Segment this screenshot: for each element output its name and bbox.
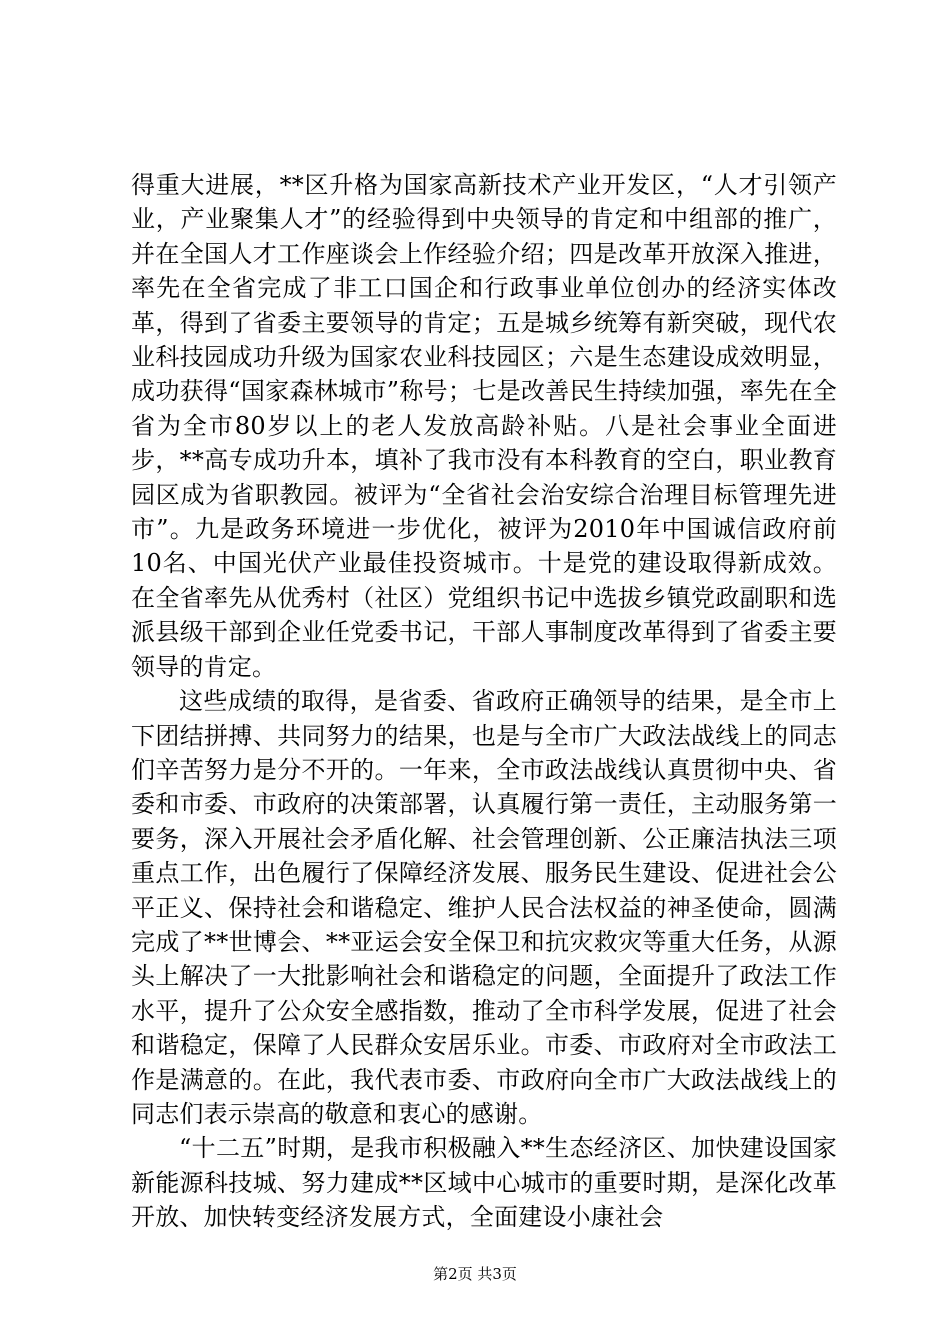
page-footer [0,1264,950,1284]
page-number: 第2页 共3页 [433,1265,517,1283]
document-body [131,168,837,1235]
paragraph-achievements: 得重大进展，**区升格为国家高新技术产业开发区，“人才引领产业，产业聚集人才”的经验得到中央领导的肯定和中组部的推广，并在全国人才工作座谈会上作经验介绍；四是改革开放深入推进，率先在全省完成了非工口国企和行政事业单位创办的经济实体改革，得到了省委主要领导的肯定；五是城乡统筹有新突破，现代农业科技园成功升级为国家农业科技园区；六是生态建设成效明显，成功获得“国家森林城市”称号；七是改善民生持续加强，率先在全省为全市80岁以上的老人发放高龄补贴。八是社会事业全面进步，**高专成功升本，填补了我市没有本科教育的空白，职业教育园区成为省职教园。被评为“全省社会治安综合治理目标管理先进市”。九是政务环境进一步优化，被评为2010年中国诚信政府前10名、中国光伏产业最佳投资城市。十是党的建设取得新成效。在全省率先从优秀村（社区）党组织书记中选拔乡镇党政副职和选派县级干部到企业任党委书记，干部人事制度改革得到了省委主要领导的肯定。 [131,171,837,681]
paragraph-thanks: 这些成绩的取得，是省委、省政府正确领导的结果，是全市上下团结拼搏、共同努力的结果，也是与全市广大政法战线上的同志们辛苦努力是分不开的。一年来，全市政法战线认真贯彻中央、省委和市委、市政府的决策部署，认真履行第一责任，主动服务第一要务，深入开展社会矛盾化解、社会管理创新、公正廉洁执法三项重点工作，出色履行了保障经济发展、服务民生建设、促进社会公平正义、保持社会和谐稳定、维护人民合法权益的神圣使命，圆满完成了**世博会、**亚运会安全保卫和抗灾救灾等重大任务，从源头上解决了一大批影响社会和谐稳定的问题，全面提升了政法工作水平，提升了公众安全感指数，推动了全市科学发展，促进了社会和谐稳定，保障了人民群众安居乐业。市委、市政府对全市政法工作是满意的。在此，我代表市委、市政府向全市广大政法战线上的同志们表示崇高的敬意和衷心的感谢。 [131,687,837,1128]
paragraph-twelfth-five-year: “十二五”时期，是我市积极融入**生态经济区、加快建设国家新能源科技城、努力建成**区域中心城市的重要时期，是深化改革开放、加快转变经济发展方式，全面建设小康社会 [131,1134,837,1232]
